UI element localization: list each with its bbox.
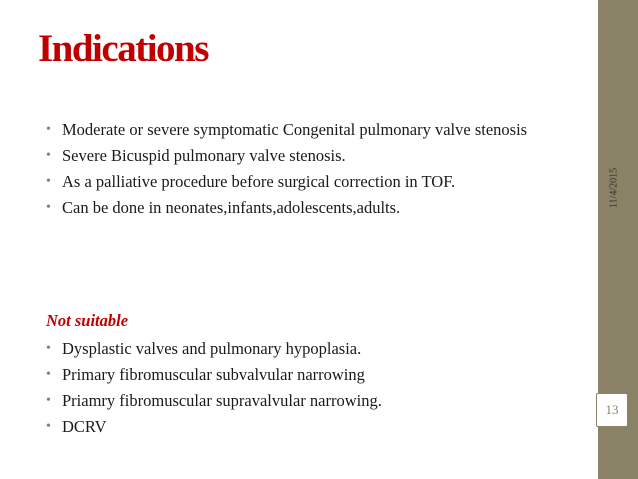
- list-item: [46, 417, 566, 437]
- bullet-icon: •: [46, 122, 51, 137]
- list-item-text: Can be done in neonates,infants,adolescents,adults.: [62, 198, 401, 217]
- slide-title: Indications: [38, 27, 208, 70]
- list-item: [46, 339, 566, 359]
- page-number-badge: [596, 393, 628, 427]
- bullet-icon: •: [46, 419, 51, 434]
- list-item-text: Priamry fibromuscular supravalvular narrowing.: [62, 391, 382, 410]
- bullet-icon: •: [46, 148, 51, 163]
- list-item: [46, 172, 566, 192]
- slide-date: 11/4/2015: [608, 167, 620, 209]
- list-item-text: As a palliative procedure before surgical correction in TOF.: [62, 172, 456, 191]
- bullet-icon: •: [46, 367, 51, 382]
- list-item-text: Dysplastic valves and pulmonary hypoplasia.: [62, 339, 362, 358]
- list-item: [46, 146, 566, 166]
- list-item-text: Primary fibromuscular subvalvular narrowing: [62, 365, 365, 384]
- list-item-text: DCRV: [62, 417, 107, 436]
- bullet-icon: •: [46, 200, 51, 215]
- not-suitable-heading: Not suitable: [46, 311, 129, 330]
- bullet-icon: •: [46, 174, 51, 189]
- bullet-icon: •: [46, 341, 51, 356]
- list-item: [46, 198, 566, 218]
- list-item: [46, 391, 566, 411]
- list-item-text: Severe Bicuspid pulmonary valve stenosis.: [62, 146, 346, 165]
- list-item: [46, 120, 566, 140]
- list-item-text: Moderate or severe symptomatic Congenital pulmonary valve stenosis: [62, 120, 528, 139]
- page-number: 13: [605, 402, 619, 417]
- not-suitable-list: [46, 339, 566, 443]
- indications-list: [46, 120, 566, 224]
- bullet-icon: •: [46, 393, 51, 408]
- list-item: [46, 365, 566, 385]
